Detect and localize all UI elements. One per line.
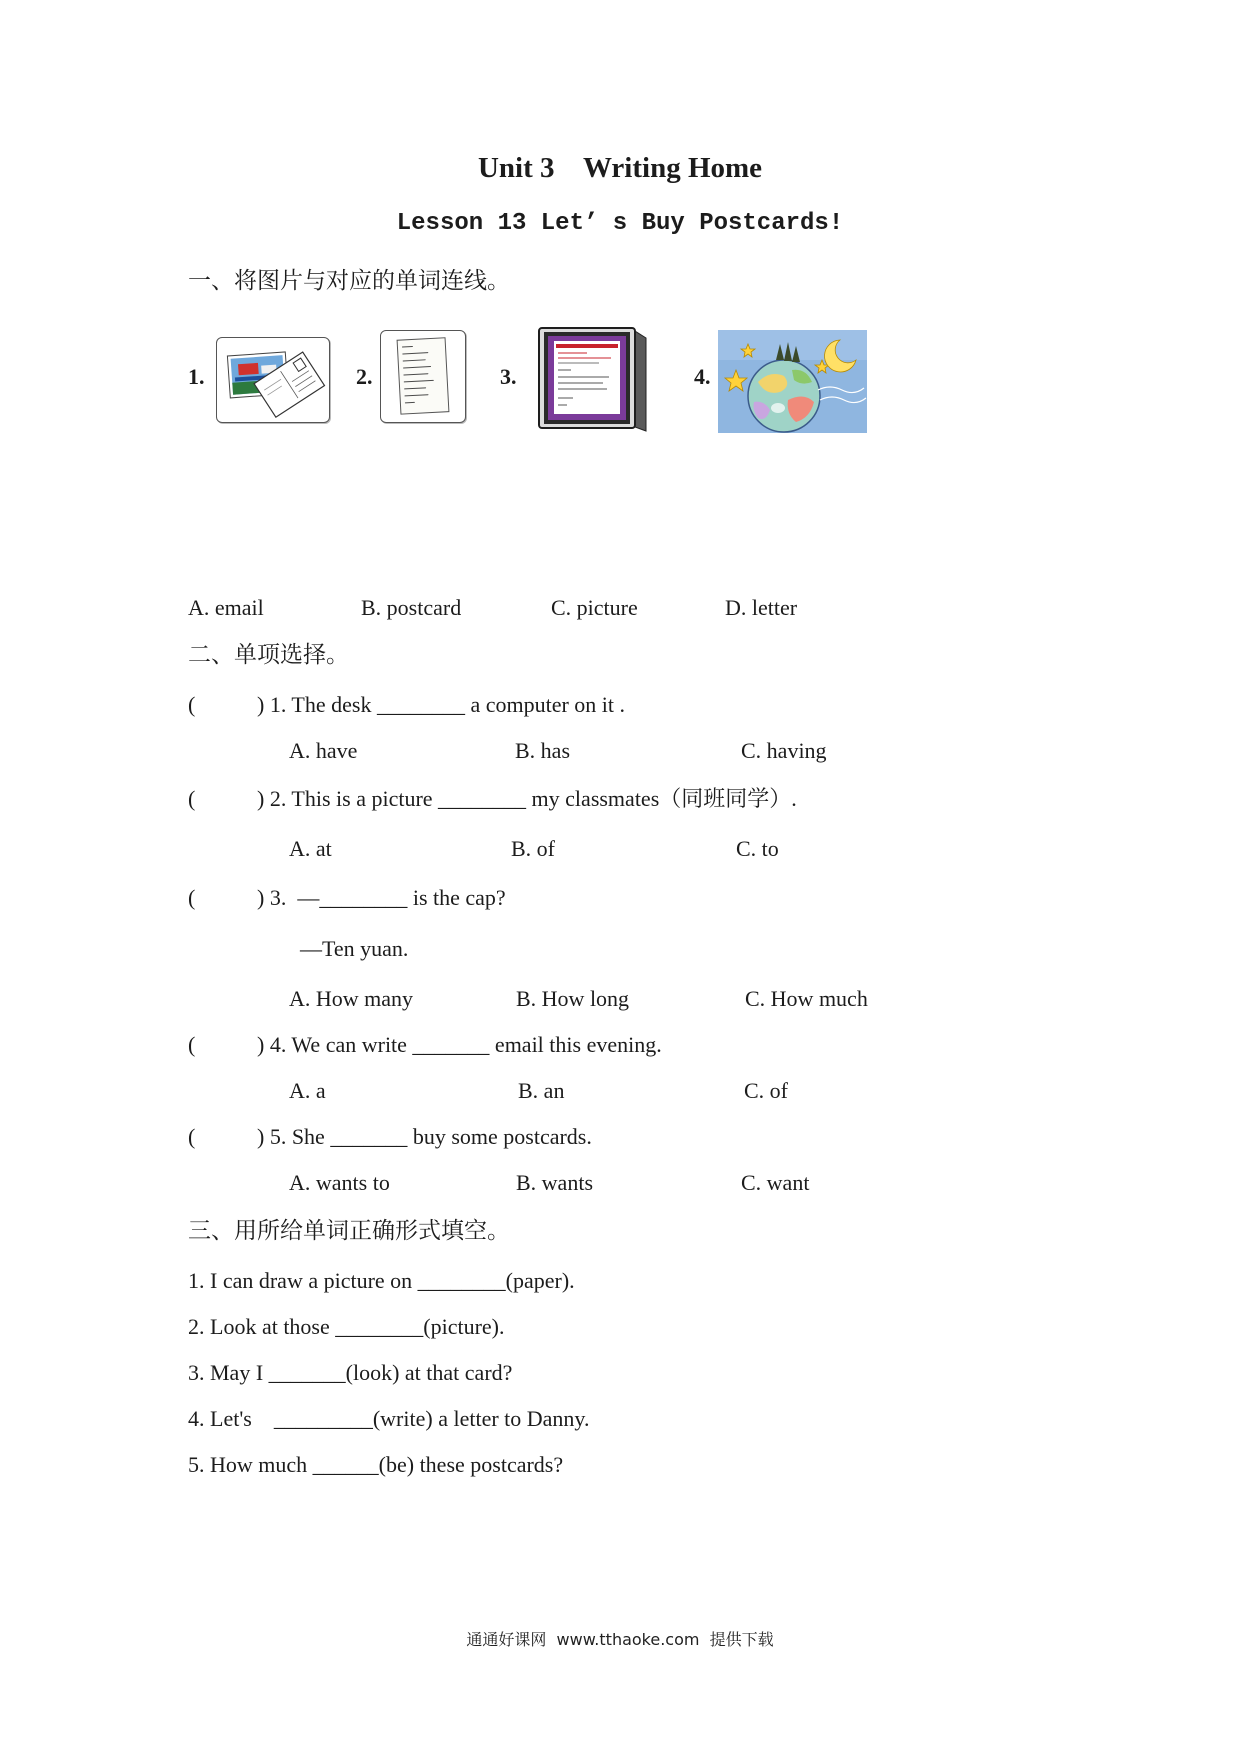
question-1: ) 1. The desk ________ a computer on it . [257,692,626,717]
q2-option-a: A. at [289,836,332,861]
fill-item-1: 1. I can draw a picture on ________(paper). [188,1268,575,1293]
lesson-title: Lesson 13 Let’ s Buy Postcards! [396,210,844,237]
q5-option-a: A. wants to [289,1170,390,1195]
question-4: ) 4. We can write _______ email this evening. [257,1032,662,1057]
section2-heading: 二、单项选择。 [188,642,349,667]
q3-reply: —Ten yuan. [300,936,409,961]
drawing-picture [718,330,867,433]
q3-option-b: B. How long [516,986,630,1011]
word-option-c: C. picture [551,595,638,620]
answer-paren: ( [188,1032,196,1057]
q5-option-c: C. want [741,1170,810,1195]
letter-icon [381,331,464,421]
answer-paren: ( [188,1124,196,1149]
globe [748,360,820,432]
q1-option-c: C. having [741,738,827,763]
q3-option-c: C. How much [745,986,868,1011]
word-option-d: D. letter [725,595,798,620]
picture-number-2: 2. [356,364,373,389]
postcard-icon [217,338,328,421]
question-5: ) 5. She _______ buy some postcards. [257,1124,592,1149]
question-2: ) 2. This is a picture ________ my classmates（同班同学）. [257,786,797,811]
answer-paren: ( [188,885,196,910]
q2-option-c: C. to [736,836,779,861]
q4-option-c: C. of [744,1078,788,1103]
email-computer-picture [537,325,648,434]
fill-item-3: 3. May I _______(look) at that card? [188,1360,513,1385]
fill-item-2: 2. Look at those ________(picture). [188,1314,505,1339]
postcard-picture [216,337,330,423]
fill-item-4: 4. Let's _________(write) a letter to Danny. [188,1406,590,1431]
unit-title: Unit 3 Writing Home [477,152,763,184]
fill-item-5: 5. How much ______(be) these postcards? [188,1452,564,1477]
q1-option-a: A. have [289,738,358,763]
word-option-b: B. postcard [361,595,462,620]
section3-heading: 三、用所给单词正确形式填空。 [188,1218,510,1243]
answer-paren: ( [188,692,196,717]
q3-option-a: A. How many [289,986,414,1011]
picture-number-4: 4. [694,364,711,389]
q4-option-a: A. a [289,1078,326,1103]
word-option-a: A. email [188,595,264,620]
letter-picture [380,330,466,423]
q1-option-b: B. has [515,738,570,763]
q5-option-b: B. wants [516,1170,593,1195]
question-3: ) 3. —________ is the cap? [257,885,506,910]
section1-heading: 一、将图片与对应的单词连线。 [188,268,510,293]
globe-drawing-icon [718,330,867,433]
footer-source: 通通好课网 www.tthaoke.com 提供下载 [466,1630,774,1649]
picture-number-3: 3. [500,364,517,389]
answer-paren: ( [188,786,196,811]
q2-option-b: B. of [511,836,555,861]
q4-option-b: B. an [518,1078,565,1103]
computer-monitor-icon [537,325,648,434]
picture-number-1: 1. [188,364,205,389]
